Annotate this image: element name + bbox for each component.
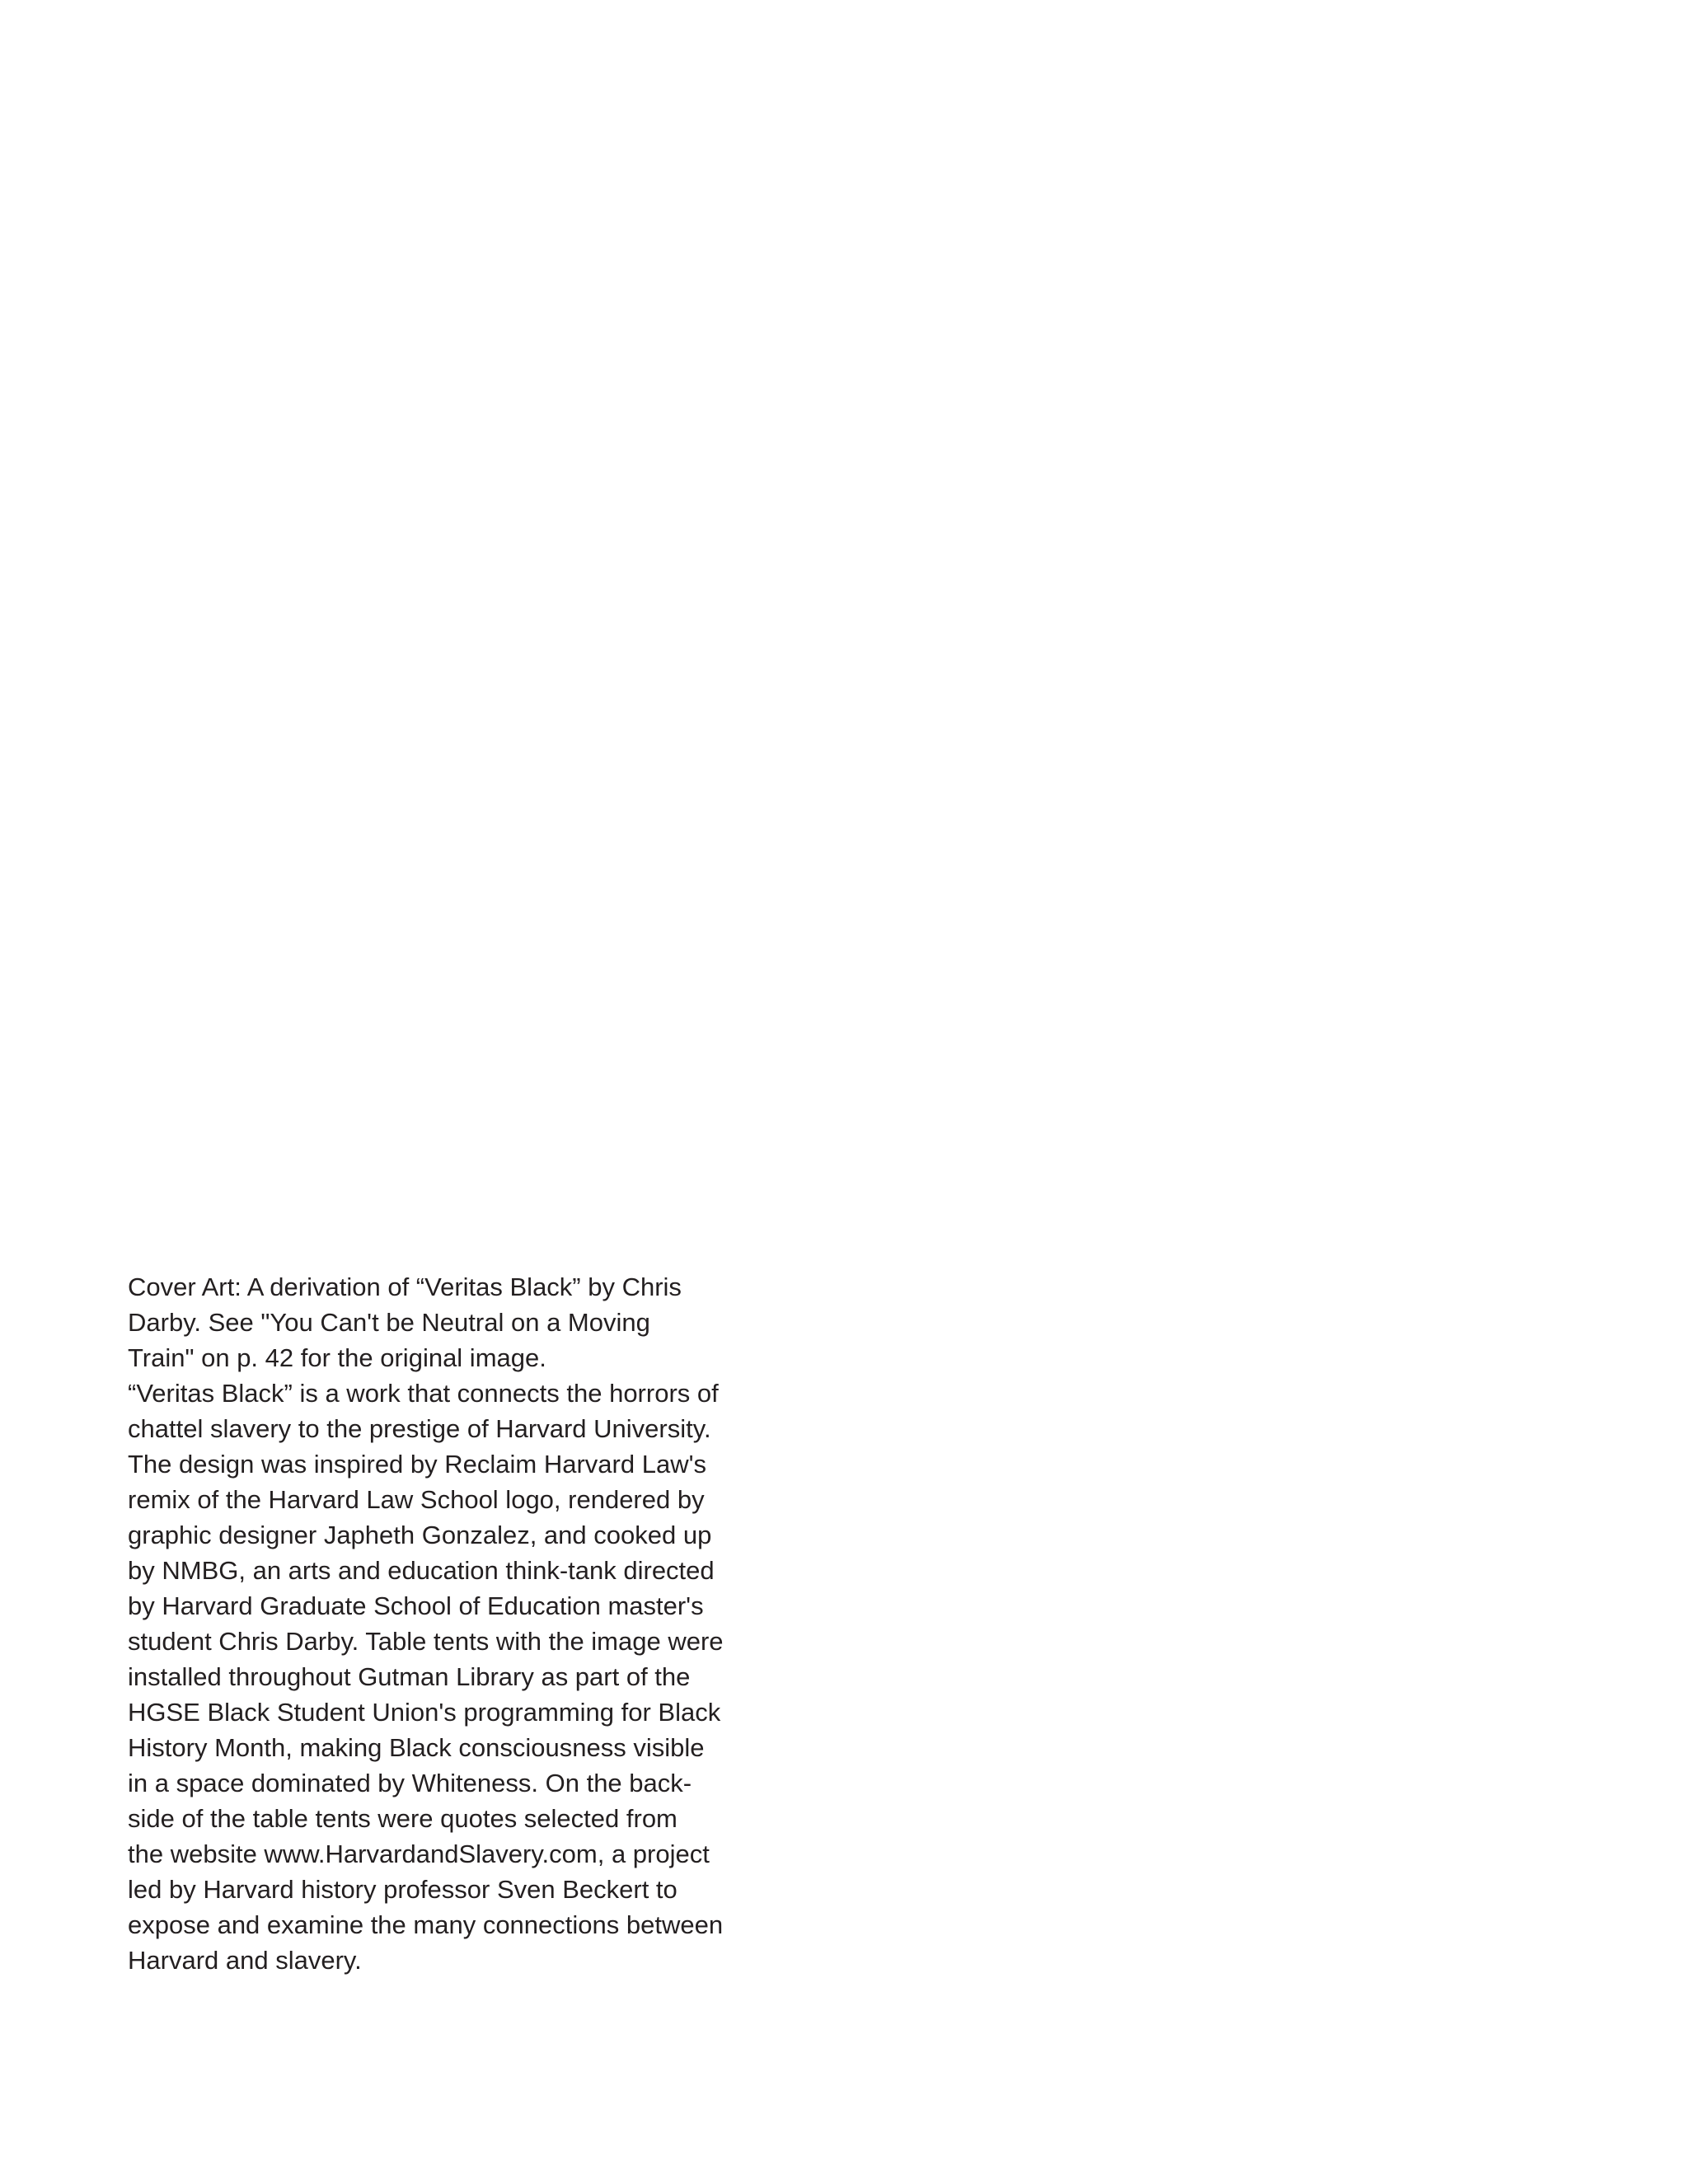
- caption-line: in a space dominated by Whiteness. On the back-: [128, 1769, 692, 1797]
- caption-line: student Chris Darby. Table tents with the image were: [128, 1627, 724, 1656]
- caption-line: Cover Art: A derivation of “Veritas Black” by Chris: [128, 1272, 682, 1301]
- caption-line: the website www.HarvardandSlavery.com, a project: [128, 1840, 710, 1868]
- caption-line: by NMBG, an arts and education think-tank directed: [128, 1556, 715, 1585]
- caption-line: Harvard and slavery.: [128, 1946, 362, 1975]
- caption-line: installed throughout Gutman Library as part of the: [128, 1662, 691, 1691]
- cover-art-caption: [128, 1269, 738, 1978]
- caption-line: “Veritas Black” is a work that connects the horrors of: [128, 1379, 719, 1408]
- caption-line: by Harvard Graduate School of Education master's: [128, 1591, 704, 1620]
- caption-line: History Month, making Black consciousness visible: [128, 1733, 705, 1762]
- caption-line: remix of the Harvard Law School logo, rendered by: [128, 1485, 705, 1514]
- caption-line: chattel slavery to the prestige of Harvard University.: [128, 1414, 711, 1443]
- caption-line: graphic designer Japheth Gonzalez, and cooked up: [128, 1521, 712, 1549]
- caption-line: Darby. See "You Can't be Neutral on a Moving: [128, 1308, 650, 1337]
- caption-line: side of the table tents were quotes selected from: [128, 1804, 678, 1833]
- caption-line: Train" on p. 42 for the original image.: [128, 1343, 546, 1372]
- caption-line: led by Harvard history professor Sven Beckert to: [128, 1875, 678, 1904]
- caption-line: HGSE Black Student Union's programming for Black: [128, 1698, 721, 1727]
- caption-line: expose and examine the many connections between: [128, 1910, 724, 1939]
- caption-line: The design was inspired by Reclaim Harvard Law's: [128, 1450, 706, 1479]
